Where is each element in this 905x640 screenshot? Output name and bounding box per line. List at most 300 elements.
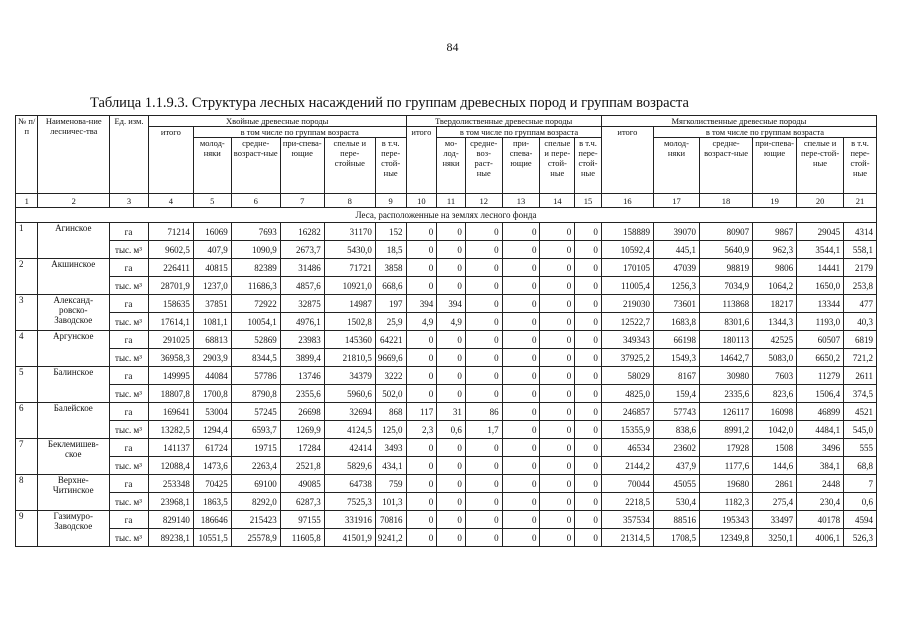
- value-cell: 64738: [324, 475, 375, 493]
- value-cell: 394: [437, 295, 466, 313]
- value-cell: 0: [437, 493, 466, 511]
- value-cell: 0: [502, 277, 540, 295]
- column-number: 9: [375, 194, 406, 208]
- value-cell: 823,6: [753, 385, 797, 403]
- value-cell: 14441: [797, 259, 844, 277]
- value-cell: 42525: [753, 331, 797, 349]
- value-cell: 0: [406, 457, 437, 475]
- value-cell: 4314: [844, 223, 877, 241]
- table-row: [16, 385, 877, 403]
- value-cell: 10551,5: [193, 529, 231, 547]
- value-cell: 0: [437, 331, 466, 349]
- value-cell: 9241,2: [375, 529, 406, 547]
- forestry-name: Агинское: [38, 223, 110, 259]
- value-cell: 1193,0: [797, 313, 844, 331]
- value-cell: 197: [375, 295, 406, 313]
- value-cell: 962,3: [753, 241, 797, 259]
- value-cell: 8790,8: [231, 385, 280, 403]
- header-middle: средне-возраст-ные: [231, 138, 280, 194]
- value-cell: 253,8: [844, 277, 877, 295]
- value-cell: 275,4: [753, 493, 797, 511]
- column-number: 14: [540, 194, 575, 208]
- value-cell: 3544,1: [797, 241, 844, 259]
- value-cell: 2,3: [406, 421, 437, 439]
- value-cell: 0: [575, 439, 602, 457]
- forestry-name: Газимуро-Заводское: [38, 511, 110, 547]
- header-mature-s: спелые и пере-стой-ные: [797, 138, 844, 194]
- value-cell: 5640,9: [699, 241, 752, 259]
- value-cell: 2448: [797, 475, 844, 493]
- value-cell: 1508: [753, 439, 797, 457]
- header-young: молод-няки: [193, 138, 231, 194]
- column-number: 3: [110, 194, 149, 208]
- value-cell: 0: [465, 295, 502, 313]
- value-cell: 868: [375, 403, 406, 421]
- value-cell: 0: [575, 259, 602, 277]
- value-cell: 3493: [375, 439, 406, 457]
- value-cell: 0: [575, 475, 602, 493]
- value-cell: 40,3: [844, 313, 877, 331]
- forestry-name: Александ-ровско-Заводское: [38, 295, 110, 331]
- value-cell: 180113: [699, 331, 752, 349]
- forestry-name: Беклемишев-ское: [38, 439, 110, 475]
- value-cell: 16098: [753, 403, 797, 421]
- value-cell: 0: [540, 439, 575, 457]
- column-number: 12: [465, 194, 502, 208]
- value-cell: 158635: [148, 295, 193, 313]
- value-cell: 0: [465, 313, 502, 331]
- value-cell: 434,1: [375, 457, 406, 475]
- row-number: 3: [16, 295, 38, 331]
- value-cell: 47039: [653, 259, 699, 277]
- value-cell: 2335,6: [699, 385, 752, 403]
- value-cell: 2179: [844, 259, 877, 277]
- value-cell: 4976,1: [280, 313, 324, 331]
- value-cell: 69100: [231, 475, 280, 493]
- value-cell: 0: [437, 457, 466, 475]
- value-cell: 668,6: [375, 277, 406, 295]
- value-cell: 12349,8: [699, 529, 752, 547]
- value-cell: 9806: [753, 259, 797, 277]
- value-cell: 0: [437, 349, 466, 367]
- value-cell: 246857: [601, 403, 653, 421]
- table-row: [16, 403, 877, 421]
- value-cell: 2611: [844, 367, 877, 385]
- row-number: 1: [16, 223, 38, 259]
- value-cell: 72922: [231, 295, 280, 313]
- value-cell: 526,3: [844, 529, 877, 547]
- unit-cell: га: [110, 439, 149, 457]
- value-cell: 0: [406, 259, 437, 277]
- value-cell: 2263,4: [231, 457, 280, 475]
- unit-cell: га: [110, 475, 149, 493]
- value-cell: 12522,7: [601, 313, 653, 331]
- value-cell: 0: [406, 385, 437, 403]
- table-row: [16, 421, 877, 439]
- value-cell: 2144,2: [601, 457, 653, 475]
- unit-cell: га: [110, 403, 149, 421]
- column-number: 1: [16, 194, 38, 208]
- value-cell: 1506,4: [797, 385, 844, 403]
- value-cell: 829140: [148, 511, 193, 529]
- value-cell: 8167: [653, 367, 699, 385]
- value-cell: 86: [465, 403, 502, 421]
- value-cell: 0: [465, 223, 502, 241]
- value-cell: 80907: [699, 223, 752, 241]
- value-cell: 1344,3: [753, 313, 797, 331]
- header-maturing-h: при-спева-ющие: [502, 138, 540, 194]
- row-number: 9: [16, 511, 38, 547]
- column-number: 6: [231, 194, 280, 208]
- value-cell: 170105: [601, 259, 653, 277]
- value-cell: 16069: [193, 223, 231, 241]
- column-number: 13: [502, 194, 540, 208]
- table-row: [16, 493, 877, 511]
- header-maturing-s: при-спева-ющие: [753, 138, 797, 194]
- value-cell: 13746: [280, 367, 324, 385]
- value-cell: 1473,6: [193, 457, 231, 475]
- header-total-conifer: итого: [148, 127, 193, 194]
- value-cell: 6287,3: [280, 493, 324, 511]
- header-incl-conifer: в том числе по группам возраста: [193, 127, 406, 138]
- value-cell: 291025: [148, 331, 193, 349]
- value-cell: 0: [540, 385, 575, 403]
- value-cell: 4006,1: [797, 529, 844, 547]
- value-cell: 10054,1: [231, 313, 280, 331]
- value-cell: 46534: [601, 439, 653, 457]
- value-cell: 15355,9: [601, 421, 653, 439]
- column-number: 8: [324, 194, 375, 208]
- value-cell: 68,8: [844, 457, 877, 475]
- value-cell: 445,1: [653, 241, 699, 259]
- value-cell: 3250,1: [753, 529, 797, 547]
- value-cell: 0: [406, 511, 437, 529]
- unit-cell: тыс. м³: [110, 385, 149, 403]
- value-cell: 0: [575, 331, 602, 349]
- value-cell: 555: [844, 439, 877, 457]
- value-cell: 0: [575, 295, 602, 313]
- value-cell: 1090,9: [231, 241, 280, 259]
- header-middle-s: средне-возраст-ные: [699, 138, 752, 194]
- header-over-h: в т.ч. пере-стой-ные: [575, 138, 602, 194]
- value-cell: 31486: [280, 259, 324, 277]
- value-cell: 13344: [797, 295, 844, 313]
- value-cell: 7693: [231, 223, 280, 241]
- value-cell: 0: [575, 367, 602, 385]
- value-cell: 3222: [375, 367, 406, 385]
- value-cell: 374,5: [844, 385, 877, 403]
- header-young-s: молод-няки: [653, 138, 699, 194]
- value-cell: 71214: [148, 223, 193, 241]
- column-number: 15: [575, 194, 602, 208]
- table-row: [16, 277, 877, 295]
- value-cell: 1182,3: [699, 493, 752, 511]
- value-cell: 0: [540, 511, 575, 529]
- value-cell: 0: [540, 475, 575, 493]
- value-cell: 68813: [193, 331, 231, 349]
- column-number: 17: [653, 194, 699, 208]
- value-cell: 17614,1: [148, 313, 193, 331]
- value-cell: 1042,0: [753, 421, 797, 439]
- value-cell: 32875: [280, 295, 324, 313]
- value-cell: 1081,1: [193, 313, 231, 331]
- value-cell: 0: [575, 385, 602, 403]
- value-cell: 4521: [844, 403, 877, 421]
- forest-structure-table: [15, 115, 877, 547]
- value-cell: 0: [575, 403, 602, 421]
- value-cell: 0: [502, 295, 540, 313]
- value-cell: 5829,6: [324, 457, 375, 475]
- value-cell: 39070: [653, 223, 699, 241]
- value-cell: 9867: [753, 223, 797, 241]
- column-number: 16: [601, 194, 653, 208]
- value-cell: 70425: [193, 475, 231, 493]
- row-number: 5: [16, 367, 38, 403]
- value-cell: 9602,5: [148, 241, 193, 259]
- value-cell: 28701,9: [148, 277, 193, 295]
- value-cell: 0: [437, 385, 466, 403]
- value-cell: 0: [575, 223, 602, 241]
- value-cell: 219030: [601, 295, 653, 313]
- value-cell: 0: [502, 457, 540, 475]
- value-cell: 0: [465, 331, 502, 349]
- value-cell: 125,0: [375, 421, 406, 439]
- value-cell: 394: [406, 295, 437, 313]
- value-cell: 23983: [280, 331, 324, 349]
- unit-cell: тыс. м³: [110, 493, 149, 511]
- value-cell: 195343: [699, 511, 752, 529]
- value-cell: 0: [502, 331, 540, 349]
- value-cell: 2903,9: [193, 349, 231, 367]
- column-number: 21: [844, 194, 877, 208]
- unit-cell: тыс. м³: [110, 349, 149, 367]
- value-cell: 0: [575, 511, 602, 529]
- row-number: 6: [16, 403, 38, 439]
- value-cell: 44084: [193, 367, 231, 385]
- value-cell: 384,1: [797, 457, 844, 475]
- value-cell: 0: [437, 511, 466, 529]
- header-total-softwood: итого: [601, 127, 653, 194]
- value-cell: 9669,6: [375, 349, 406, 367]
- value-cell: 253348: [148, 475, 193, 493]
- value-cell: 0: [540, 493, 575, 511]
- value-cell: 1294,4: [193, 421, 231, 439]
- column-number: 20: [797, 194, 844, 208]
- value-cell: 144,6: [753, 457, 797, 475]
- header-mature-h: спелые и пере-стой-ные: [540, 138, 575, 194]
- row-number: 2: [16, 259, 38, 295]
- value-cell: 88516: [653, 511, 699, 529]
- value-cell: 1683,8: [653, 313, 699, 331]
- value-cell: 0: [540, 277, 575, 295]
- value-cell: 0: [406, 241, 437, 259]
- value-cell: 0: [465, 241, 502, 259]
- value-cell: 14987: [324, 295, 375, 313]
- header-conifer: Хвойные древесные породы: [148, 116, 406, 127]
- column-number: 19: [753, 194, 797, 208]
- row-number: 8: [16, 475, 38, 511]
- value-cell: 8292,0: [231, 493, 280, 511]
- value-cell: 0: [540, 223, 575, 241]
- table-row: [16, 313, 877, 331]
- value-cell: 145360: [324, 331, 375, 349]
- value-cell: 0: [502, 439, 540, 457]
- table-row: [16, 529, 877, 547]
- value-cell: 5083,0: [753, 349, 797, 367]
- value-cell: 45055: [653, 475, 699, 493]
- page-number: 84: [446, 40, 459, 54]
- value-cell: 7034,9: [699, 277, 752, 295]
- value-cell: 357534: [601, 511, 653, 529]
- value-cell: 530,4: [653, 493, 699, 511]
- value-cell: 40178: [797, 511, 844, 529]
- value-cell: 66198: [653, 331, 699, 349]
- value-cell: 17928: [699, 439, 752, 457]
- value-cell: 70044: [601, 475, 653, 493]
- header-incl-hardwood: в том числе по группам возраста: [437, 127, 602, 138]
- value-cell: 13282,5: [148, 421, 193, 439]
- header-unit: Ед. изм.: [110, 116, 149, 194]
- value-cell: 0: [540, 421, 575, 439]
- value-cell: 0: [502, 511, 540, 529]
- value-cell: 0: [465, 367, 502, 385]
- column-number: 11: [437, 194, 466, 208]
- value-cell: 0: [502, 241, 540, 259]
- table-row: [16, 331, 877, 349]
- value-cell: 61724: [193, 439, 231, 457]
- value-cell: 0: [502, 223, 540, 241]
- column-number: 18: [699, 194, 752, 208]
- value-cell: 57743: [653, 403, 699, 421]
- value-cell: 0: [502, 475, 540, 493]
- column-number: 10: [406, 194, 437, 208]
- row-number: 7: [16, 439, 38, 475]
- value-cell: 11279: [797, 367, 844, 385]
- table-title: Таблица 1.1.9.3. Структура лесных насаждений по группам древесных пород и группам возраста: [90, 95, 689, 111]
- unit-cell: га: [110, 511, 149, 529]
- value-cell: 0: [575, 241, 602, 259]
- value-cell: 113868: [699, 295, 752, 313]
- value-cell: 0: [575, 277, 602, 295]
- value-cell: 49085: [280, 475, 324, 493]
- value-cell: 0: [502, 259, 540, 277]
- value-cell: 226411: [148, 259, 193, 277]
- header-hardwood: Твердолиственные древесные породы: [406, 116, 601, 127]
- value-cell: 0: [540, 259, 575, 277]
- value-cell: 18,5: [375, 241, 406, 259]
- value-cell: 4,9: [406, 313, 437, 331]
- value-cell: 0: [465, 529, 502, 547]
- table-row: [16, 259, 877, 277]
- value-cell: 0: [540, 331, 575, 349]
- value-cell: 6593,7: [231, 421, 280, 439]
- value-cell: 0: [502, 403, 540, 421]
- column-number: 5: [193, 194, 231, 208]
- value-cell: 71721: [324, 259, 375, 277]
- value-cell: 46899: [797, 403, 844, 421]
- header-young-h: мо-лод-няки: [437, 138, 466, 194]
- value-cell: 70816: [375, 511, 406, 529]
- value-cell: 8991,2: [699, 421, 752, 439]
- value-cell: 502,0: [375, 385, 406, 403]
- forestry-name: Балинское: [38, 367, 110, 403]
- value-cell: 545,0: [844, 421, 877, 439]
- value-cell: 158889: [601, 223, 653, 241]
- value-cell: 0: [437, 259, 466, 277]
- value-cell: 57245: [231, 403, 280, 421]
- value-cell: 0: [575, 313, 602, 331]
- value-cell: 4857,6: [280, 277, 324, 295]
- value-cell: 23602: [653, 439, 699, 457]
- value-cell: 0: [465, 277, 502, 295]
- unit-cell: га: [110, 259, 149, 277]
- unit-cell: тыс. м³: [110, 277, 149, 295]
- value-cell: 0: [540, 367, 575, 385]
- value-cell: 0: [502, 529, 540, 547]
- value-cell: 838,6: [653, 421, 699, 439]
- value-cell: 0: [465, 511, 502, 529]
- value-cell: 2861: [753, 475, 797, 493]
- row-number: 4: [16, 331, 38, 367]
- value-cell: 1650,0: [797, 277, 844, 295]
- unit-cell: га: [110, 331, 149, 349]
- value-cell: 4594: [844, 511, 877, 529]
- value-cell: 97155: [280, 511, 324, 529]
- value-cell: 98819: [699, 259, 752, 277]
- header-name: Наименова-ние лесничес-тва: [38, 116, 110, 194]
- value-cell: 3899,4: [280, 349, 324, 367]
- value-cell: 0: [406, 223, 437, 241]
- value-cell: 0: [406, 331, 437, 349]
- value-cell: 6819: [844, 331, 877, 349]
- value-cell: 2673,7: [280, 241, 324, 259]
- value-cell: 0: [540, 457, 575, 475]
- value-cell: 230,4: [797, 493, 844, 511]
- value-cell: 53004: [193, 403, 231, 421]
- value-cell: 0: [406, 367, 437, 385]
- value-cell: 40815: [193, 259, 231, 277]
- table-row: [16, 295, 877, 313]
- value-cell: 477: [844, 295, 877, 313]
- value-cell: 4825,0: [601, 385, 653, 403]
- value-cell: 3496: [797, 439, 844, 457]
- forestry-name: Балейское: [38, 403, 110, 439]
- table-row: [16, 511, 877, 529]
- value-cell: 0: [437, 439, 466, 457]
- value-cell: 10592,4: [601, 241, 653, 259]
- value-cell: 0: [406, 349, 437, 367]
- value-cell: 1256,3: [653, 277, 699, 295]
- unit-cell: га: [110, 223, 149, 241]
- value-cell: 60507: [797, 331, 844, 349]
- value-cell: 159,4: [653, 385, 699, 403]
- header-incl-softwood: в том числе по группам возраста: [653, 127, 876, 138]
- value-cell: 0: [540, 295, 575, 313]
- value-cell: 149995: [148, 367, 193, 385]
- forestry-name: Акшинское: [38, 259, 110, 295]
- value-cell: 42414: [324, 439, 375, 457]
- value-cell: 18807,8: [148, 385, 193, 403]
- unit-cell: тыс. м³: [110, 457, 149, 475]
- header-no: № п/п: [16, 116, 38, 194]
- table-row: [16, 241, 877, 259]
- unit-cell: тыс. м³: [110, 421, 149, 439]
- value-cell: 0: [406, 493, 437, 511]
- value-cell: 21810,5: [324, 349, 375, 367]
- value-cell: 5960,6: [324, 385, 375, 403]
- value-cell: 52869: [231, 331, 280, 349]
- value-cell: 126117: [699, 403, 752, 421]
